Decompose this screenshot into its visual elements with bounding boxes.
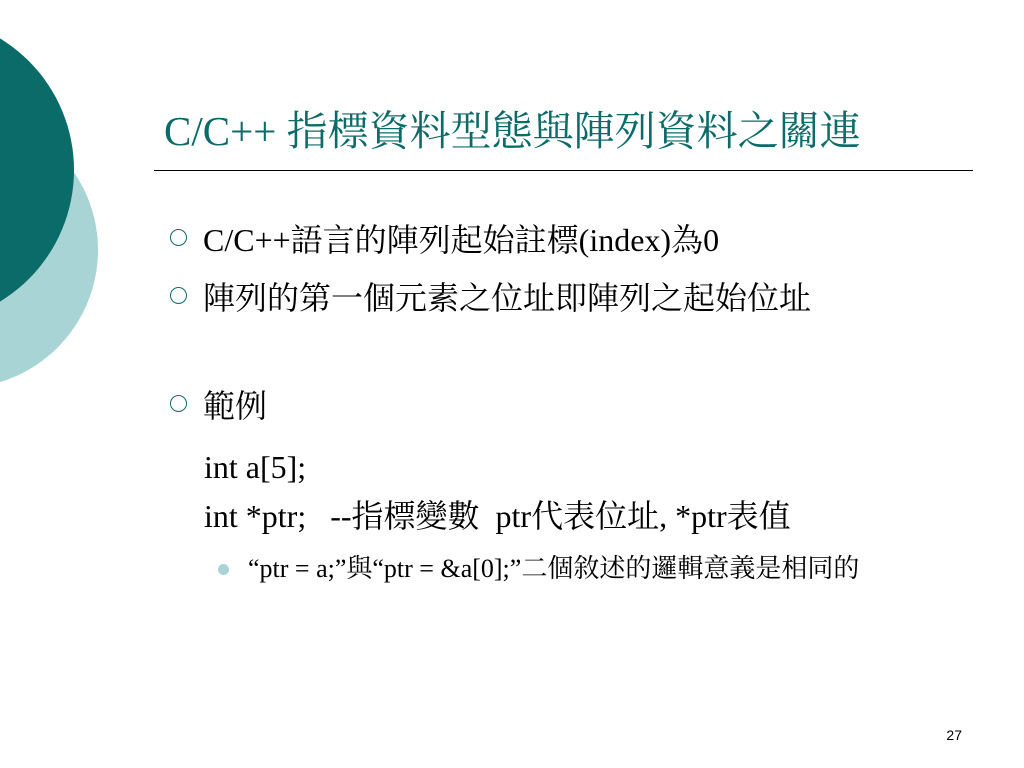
title-divider [154, 170, 973, 171]
page-number: 27 [946, 727, 962, 743]
slide-title: C/C++ 指標資料型態與陣列資料之關連 [164, 108, 861, 154]
bullet-text-2: 陣列的第一個元素之位址即陣列之起始位址 [203, 280, 812, 316]
sub-bullet-text: “ptr = a;”與“ptr = &a[0];”二個敘述的邏輯意義是相同的 [248, 554, 860, 583]
bullet-item-3 [203, 380, 267, 432]
code-line-1: int a[5]; [204, 449, 307, 485]
decorative-circles [0, 0, 110, 420]
sub-bullet-item [248, 550, 963, 587]
hollow-circle-bullet-icon [170, 287, 187, 304]
hollow-circle-bullet-icon [170, 229, 187, 246]
bullet-item-1 [203, 214, 719, 266]
filled-dot-bullet-icon [218, 564, 229, 575]
bullet-item-2 [203, 272, 963, 324]
hollow-circle-bullet-icon [170, 395, 187, 412]
bullet-text-1: C/C++語言的陣列起始註標(index)為0 [203, 222, 720, 258]
bullet-text-3: 範例 [203, 388, 268, 424]
code-line-2: int *ptr; --指標變數 ptr代表位址, *ptr表值 [204, 498, 791, 534]
